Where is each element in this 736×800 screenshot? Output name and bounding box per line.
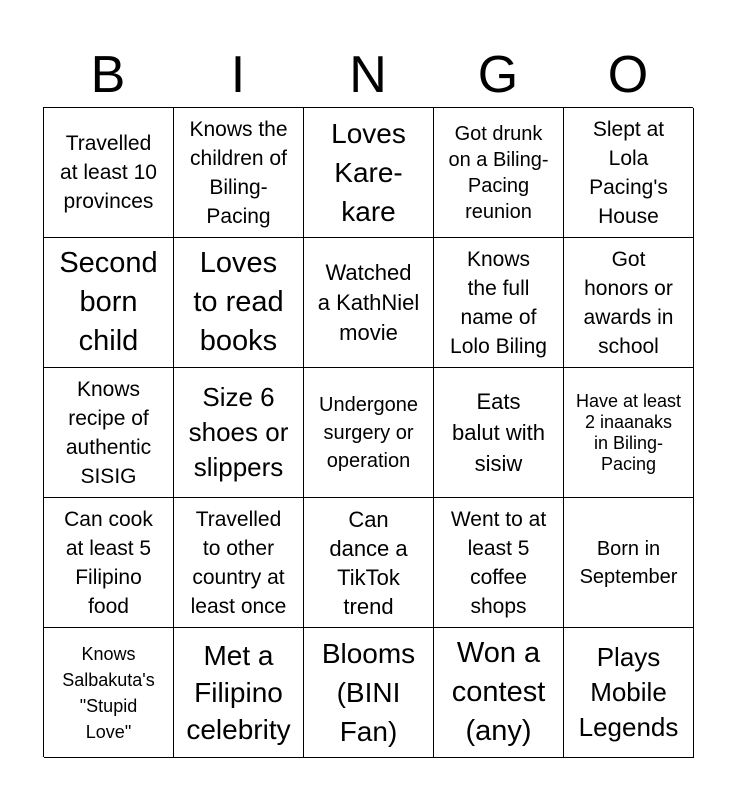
bingo-cell[interactable] [174,368,304,498]
bingo-cell[interactable] [304,368,434,498]
bingo-cell[interactable] [174,108,304,238]
bingo-cell[interactable] [434,498,564,628]
cell-text: Met a Filipino celebrity [186,640,291,745]
cell-text: Got honors or awards in school [583,247,674,358]
header-letter-n: N [349,46,387,104]
cell-text: Travelled to other country at least once [190,507,287,618]
bingo-cell[interactable] [44,628,174,758]
cell-text: Plays Mobile Legends [578,642,679,742]
cell-text: Undergone surgery or operation [319,393,418,472]
cell-text: Knows Salbakuta's "Stupid Love" [62,643,155,742]
bingo-cell[interactable] [564,498,694,628]
header-letter-g: G [477,46,519,104]
bingo-cell[interactable] [434,238,564,368]
bingo-cell[interactable] [304,628,434,758]
bingo-cell[interactable] [564,108,694,238]
bingo-cell[interactable] [304,498,434,628]
cell-text: Got drunk on a Biling- Pacing reunion [448,122,549,223]
bingo-cell[interactable] [44,108,174,238]
cell-text: Can dance a TikTok trend [329,506,408,619]
header-letter-i: I [230,46,246,104]
bingo-cell[interactable] [44,368,174,498]
cell-text: Knows the full name of Lolo Biling [450,247,547,358]
bingo-cell[interactable] [304,108,434,238]
header-letter-b: B [90,46,126,104]
cell-text: Watched a KathNiel movie [317,259,420,345]
cell-text: Went to at least 5 coffee shops [450,507,547,618]
bingo-grid [43,107,693,757]
cell-text: Won a contest (any) [451,637,546,747]
bingo-cell[interactable] [304,238,434,368]
cell-text: Blooms (BINI Fan) [321,638,416,747]
cell-text: Eats balut with sisiw [452,389,545,476]
bingo-cell[interactable] [434,108,564,238]
bingo-header [43,42,693,108]
bingo-cell[interactable] [564,238,694,368]
cell-text: Size 6 shoes or slippers [188,382,289,482]
bingo-cell[interactable] [44,238,174,368]
bingo-cell[interactable] [434,628,564,758]
cell-text: Loves to read books [193,247,284,357]
bingo-cell[interactable] [434,368,564,498]
bingo-cell[interactable] [174,238,304,368]
cell-text: Can cook at least 5 Filipino food [64,507,153,618]
cell-text: Have at least 2 inaanaks in Biling- Pacing [575,390,682,474]
bingo-cell[interactable] [564,628,694,758]
cell-text: Born in September [579,537,678,588]
cell-text: Travelled at least 10 provinces [60,132,157,213]
cell-text: Slept at Lola Pacing's House [589,117,668,228]
cell-text: Loves Kare- kare [331,118,406,227]
bingo-cell[interactable] [44,498,174,628]
cell-text: Second born child [59,247,158,357]
header-letter-o: O [607,46,649,104]
cell-text: Knows recipe of authentic SISIG [65,377,152,488]
bingo-cell[interactable] [174,498,304,628]
cell-text: Knows the children of Biling- Pacing [189,117,288,228]
bingo-cell[interactable] [174,628,304,758]
bingo-cell[interactable] [564,368,694,498]
